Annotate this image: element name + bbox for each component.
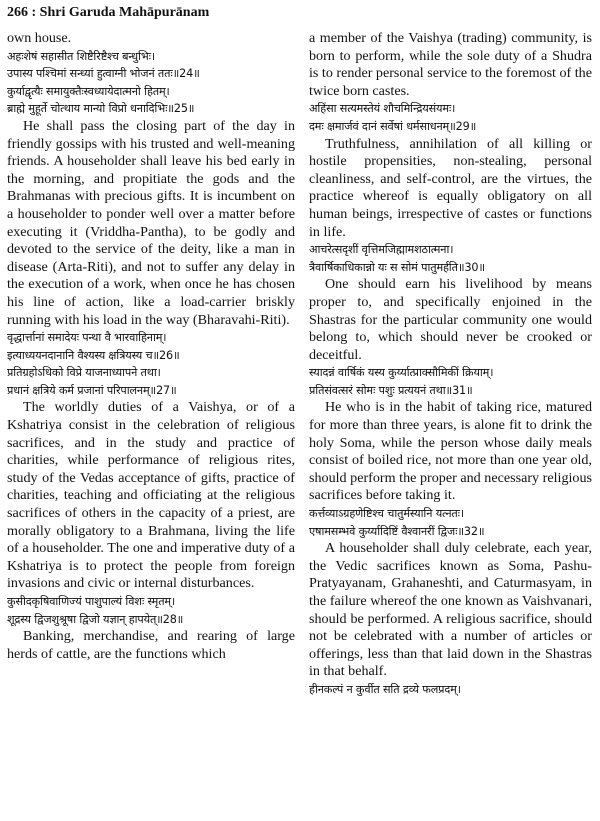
sanskrit-verse-line: दमः क्षमार्जवं दानं सर्वेषां धर्मसाधनम्॥29॥ [309,119,477,133]
translation-paragraph: The worldly duties of a Vaishya, or of a Kshatriya consist in the celebration of religious sacrifices, and in the study and practice of charities, while performance of religious rites, study of the Vedas acceptance of gifts, practice of charities, teaching and officiating at the religious sacrifices of others in the capacity of a priest, are morally obligatory to a Brahmana, living the life of a householder. The one and imperative duty of a Kshatriya is to protect the people from foreign invasions and civic or internal disturbances. [7,399,295,592]
left-column [7,30,295,663]
translation-paragraph: own house. [7,30,72,46]
page-header [7,4,590,22]
sanskrit-verse-line: प्रतिसंवत्सरं सोमः पशुः प्रत्ययनं तथा॥31॥ [309,383,473,397]
translation-paragraph: He who is in the habit of taking rice, matured for more than three years, is alone fit to drink the holy Soma, while the person whose daily meals consist of boiled rice, not more than one year old, should perform the proper and necessary religious sacrifices before taking it. [309,399,592,504]
sanskrit-verse-line: उपास्य पश्चिमां सन्ध्यां हुत्वाग्नी भोजनं ततः॥24॥ [7,67,200,81]
sanskrit-verse-line: आचरेत्सदृशीं वृत्तिमजिह्मामशठात्मना। [309,243,454,257]
translation-paragraph: One should earn his livelihood by means proper to, and specifically enjoined in the Shastras for the particular community one would belong to, which should never be crooked or deceitful. [309,276,592,363]
translation-paragraph: a member of the Vaishya (trading) community, is born to perform, while the sole duty of a Shudra is to render personal service to the foremost of the twice born castes. [309,30,592,99]
sanskrit-verse-line: एषामसम्भवे कुर्य्यादिष्टिं वैश्वानरीं द्विजः॥32॥ [309,524,485,538]
sanskrit-verse-line: अहिंसा सत्यमस्तेयं शौचमिन्द्रियसंयमः। [309,102,456,116]
translation-paragraph: Banking, merchandise, and rearing of large herds of cattle, are the functions which [7,628,295,662]
right-column [309,30,592,699]
page-title: 266 : Shri Garuda Mahāpurānam [7,5,210,20]
translation-paragraph: He shall pass the closing part of the day in friendly gossips with his trusted and well-meaning friends. A householder shall leave his bed early in the morning, and propitiate the gods and the Brahmanas with precious gifts. It is incumbent on a householder to ponder well over a matter before executing it (Vriddha-Pantha), to be godly and devoted to the service of the deity, like a man in disease (Arta-Riti), and not to suffer any delay in the execution of a work, when once he has chosen his line of action, like a load-carrier briskly running with his load in the way (Bharavahi-Riti). [7,117,295,328]
sanskrit-verse-line: कुर्याद्वृत्यैः समायुक्तैःस्वध्यायेदात्मनो हितम्। [7,84,170,98]
sanskrit-verse-line: कुसीदकृषिवाणिज्यं पाशुपाल्यं विशः स्मृतम्। [7,595,176,608]
sanskrit-verse-line: स्यादन्नं वार्षिकं यस्य कुर्य्यात्प्राक्सौमिकीं क्रियाम्। [309,366,494,380]
translation-paragraph: A householder shall duly celebrate, each year, the Vedic sacrifices known as Soma, Pashu-Pratyayanam, Grahaneshti, and Caturmasyam, in the failure whereof the one known as Vaishvanari, should be performed. A religious sacrifice, should not be celebrated with a number of articles or offerings, less than that laid down in the Shastras in that behalf. [309,540,592,680]
sanskrit-verse-line: इत्याध्ययनदानानि वैश्यस्य क्षत्रियस्य च॥26॥ [7,348,180,362]
sanskrit-verse-line: अहःशेषं सहासीत शिष्टैरिष्टैश्च बन्धुभिः। [7,49,155,63]
sanskrit-verse-line: ब्राह्मे मुहूर्ते चोत्थाय मान्यो विप्रो धनादिभिः॥25॥ [7,102,195,116]
sanskrit-verse-line: प्रतिग्रहोऽधिको विप्रे याजनाध्यापने तथा। [7,366,161,380]
sanskrit-verse-line: त्रैवार्षिकाधिकान्नो यः स सोमं पातुमर्हति॥30॥ [309,260,485,274]
sanskrit-verse-line: शूद्रस्य द्विजशुश्रूषा द्विजो यज्ञान् हापयेत्॥28॥ [7,612,184,626]
sanskrit-verse-line: वृद्धार्त्तानां समादेयः पन्था वै भारवाहिनाम्। [7,331,167,345]
sanskrit-verse-line: हीनकल्पं न कुर्वीत सति द्रव्ये फलप्रदम्। [309,682,461,696]
translation-paragraph: Truthfulness, annihilation of all killing or hostile propensities, non-stealing, personal cleanliness, and self-control, are the virtues, the practice whereof is equally obligatory on all human beings, irrespective of castes or functions in life. [309,135,592,240]
sanskrit-verse-line: प्रधानं क्षत्रिये कर्म प्रजानां परिपालनम्॥27॥ [7,383,177,397]
sanskrit-verse-line: कर्त्तव्याऽग्रहणेष्टिश्च चातुर्मस्यानि यत्नतः। [309,507,464,521]
